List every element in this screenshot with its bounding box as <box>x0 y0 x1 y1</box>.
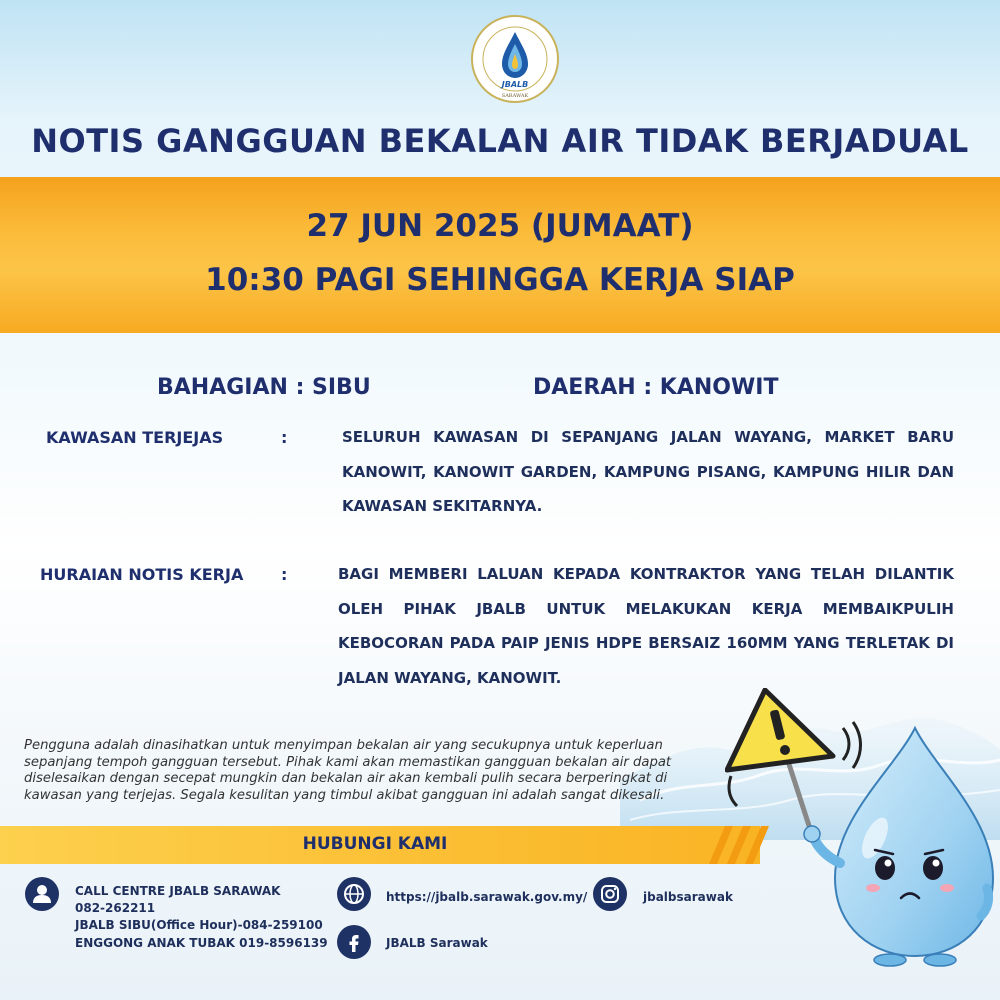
description-label: HURAIAN NOTIS KERJA <box>40 565 244 584</box>
facebook-icon <box>337 925 371 959</box>
logo-state: SARAWAK <box>501 93 529 99</box>
phone-line-4: ENGGONG ANAK TUBAK 019-8596139 <box>75 936 328 950</box>
district-label: DAERAH : KANOWIT <box>533 375 779 400</box>
instagram-link[interactable]: jbalbsarawak <box>643 890 733 904</box>
notice-title: NOTIS GANGGUAN BEKALAN AIR TIDAK BERJADUAL <box>31 122 969 160</box>
notice-date: 27 JUN 2025 (JUMAAT) <box>306 208 694 244</box>
advice-text: Pengguna adalah dinasihatkan untuk menyimpan bekalan air yang secukupnya untuk keperluan sepanjang tempoh gangguan tersebut. Pihak kami akan memastikan gangguan bekalan air dapat diselesaikan dengan secepat mungkin dan bekalan air akan kembali pulih secara berperingkat di kawasan yang terjejas. Segala kesulitan yang timbul akibat gangguan ini adalah sangat dikesali. <box>24 738 672 803</box>
description-colon: : <box>281 565 288 584</box>
globe-icon <box>337 877 371 911</box>
schedule-band <box>0 177 1000 333</box>
website-link[interactable]: https://jbalb.sarawak.gov.my/ <box>386 890 588 904</box>
division-label: BAHAGIAN : SIBU <box>157 375 371 400</box>
instagram-icon <box>593 877 627 911</box>
facebook-link[interactable]: JBALB Sarawak <box>386 936 488 950</box>
logo-acronym: JBALB <box>501 80 529 89</box>
notice-time: 10:30 PAGI SEHINGGA KERJA SIAP <box>205 262 795 298</box>
droplet-mascot-illustration <box>725 688 995 988</box>
description-text: BAGI MEMBERI LALUAN KEPADA KONTRAKTOR YANG TELAH DILANTIK OLEH PIHAK JBALB UNTUK MELAKUKAN KERJA MEMBAIKPULIH KEBOCORAN PADA PAIP JENIS HDPE BERSAIZ 160MM YANG TERLETAK DI JALAN WAYANG, KANOWIT. <box>338 565 954 687</box>
affected-label: KAWASAN TERJEJAS <box>46 428 224 447</box>
phone-line-1: CALL CENTRE JBALB SARAWAK <box>75 884 281 898</box>
phone-line-2: 082-262211 <box>75 901 156 915</box>
phone-line-3: JBALB SIBU(Office Hour)-084-259100 <box>75 918 323 932</box>
affected-colon: : <box>281 428 288 447</box>
jbalb-logo <box>470 14 560 104</box>
affected-text: SELURUH KAWASAN DI SEPANJANG JALAN WAYANG, MARKET BARU KANOWIT, KANOWIT GARDEN, KAMPUNG PISANG, KAMPUNG HILIR DAN KAWASAN SEKITARNYA. <box>342 428 954 515</box>
contact-title: HUBUNGI KAMI <box>302 834 448 854</box>
warning-sign-icon <box>727 690 833 770</box>
phone-icon <box>25 877 59 911</box>
